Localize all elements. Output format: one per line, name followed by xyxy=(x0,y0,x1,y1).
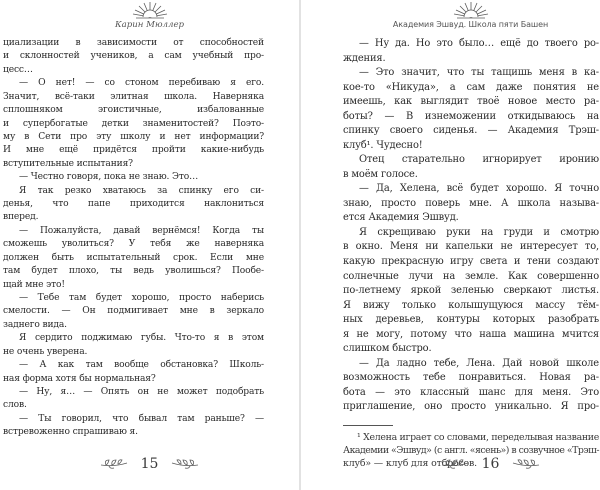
text-line: вступительные испытания? xyxy=(3,158,133,169)
text-line: ждения. xyxy=(343,52,386,64)
text-line: заднего вида. xyxy=(3,319,67,330)
text-line: Я сердито поджимаю губы. Что-то я в этом xyxy=(19,333,264,344)
text-line: Я скрещиваю руки на груди и смотрю xyxy=(359,226,599,238)
text-line: там будет плохо, ты ведь уволишься? Пообе- xyxy=(3,266,264,277)
text-line: и супербогатые детки знаменитостей? Поэто- xyxy=(3,118,264,129)
text-line: вперед. xyxy=(3,212,39,223)
text-line: спинку своего сиденья. — Академия Трэш- xyxy=(343,125,599,137)
text-line: — Ну, я… — Опять он не может подобрать xyxy=(19,386,264,397)
text-line: денья, что папе приходится наклониться xyxy=(3,199,264,210)
text-line: встревоженно спрашиваю я. xyxy=(3,427,138,438)
text-line: сможешь уволиться? У тебя же наверняка xyxy=(3,239,264,250)
text-line: имеешь, как выглядит твоё новое место ра- xyxy=(343,96,599,108)
folio-right xyxy=(301,456,600,476)
footnote-rule xyxy=(343,425,393,426)
text-line: знаю, просто поверь мне. А школа называ- xyxy=(343,197,599,209)
text-line: какую прекрасную игру света и тени создают xyxy=(343,255,599,267)
text-line: ная форма хотя бы нормальная? xyxy=(3,373,156,384)
text-line: Отец старательно игнорирует иронию xyxy=(359,154,599,166)
text-line: слов. xyxy=(3,400,27,411)
text-line: возможность тебе понравиться. Новая ра- xyxy=(343,372,599,384)
text-line: и склонностей учеников, а сам учебный про- xyxy=(3,51,264,62)
text-line: — Да ладно тебе, Лена. Дай новой школе xyxy=(359,357,599,369)
rising-sun-icon xyxy=(451,0,491,20)
text-line: Значит, всё-таки элитная школа. Наверняка xyxy=(3,91,264,102)
text-line: И мне ещё придётся пройти какие-нибудь xyxy=(3,145,264,156)
page-number: 15 xyxy=(140,456,159,472)
page-number: 16 xyxy=(481,456,500,472)
text-line: циализации в зависимости от способностей xyxy=(3,38,264,48)
right-page xyxy=(301,0,600,490)
left-page xyxy=(0,0,299,490)
rising-sun-icon xyxy=(130,0,170,20)
text-line: не очень уверена. xyxy=(3,346,88,357)
author-name: Карин Мюллер xyxy=(114,20,185,30)
text-line: — Честно говоря, пока не знаю. Это… xyxy=(19,172,199,183)
leaf-sprig-icon xyxy=(512,458,540,470)
text-line: ¹ Хелена играет со словами, переделывая название xyxy=(357,432,599,443)
text-line: ных деревьев, контуры которых разобрать xyxy=(343,314,599,326)
text-line: Академии «Эшвуд» (с англ. «ясень») в созвучное «Трэш- xyxy=(343,445,599,456)
running-head-right xyxy=(301,0,600,30)
text-line: — Да, Хелена, всё будет хорошо. Я точно xyxy=(359,183,599,195)
text-line: — Пожалуйста, давай вернёмся! Когда ты xyxy=(19,225,264,236)
text-line: — Это значит, что ты тащишь меня в ка- xyxy=(359,67,599,79)
book-title: Академия Эшвуд. Школа пяти Башен xyxy=(392,20,549,29)
right-page-body xyxy=(343,37,599,415)
text-line: — Ну да. Но это было… ещё до твоего ро- xyxy=(359,38,599,49)
running-head-left xyxy=(0,0,299,30)
text-line: я не могу, потому что наша машина мчится xyxy=(343,328,599,340)
text-line: щай мне это! xyxy=(3,279,65,290)
left-page-body xyxy=(3,37,264,440)
text-line: бота — это классный шанс для меня. Это xyxy=(343,386,599,398)
text-line: ется Академия Эшвуд. xyxy=(343,212,459,224)
text-line: боты? — В изнеможении откидываюсь на xyxy=(343,110,599,122)
text-line: — О нет! — со стоном перебиваю я его. xyxy=(19,78,264,89)
text-line: Я вижу только колышущуюся массу тём- xyxy=(343,299,599,311)
text-line: приглашение, оно просто уникально. Я про- xyxy=(343,401,599,413)
text-line: слишком быстро. xyxy=(343,343,432,355)
text-line: — А как там вообще обстановка? Школь- xyxy=(19,360,264,371)
text-line: смелости. — Он подмигивает мне в зеркало xyxy=(3,306,264,317)
text-line: солнечные лучи на земле. Как совершенно xyxy=(343,270,599,282)
text-line: — Тебе там будет хорошо, просто наберись xyxy=(19,293,264,304)
leaf-sprig-icon xyxy=(441,458,469,470)
text-line: кое-то «Никуда», а сам даже понятия не xyxy=(343,81,599,93)
text-line: в моём голосе. xyxy=(343,168,418,180)
text-line: цесс… xyxy=(3,64,33,75)
leaf-sprig-icon xyxy=(100,458,128,470)
text-line: по-летнему яркой зеленью сверкают листья. xyxy=(343,285,599,297)
folio-left xyxy=(0,456,299,476)
text-line: клуб» — клуб для отбросов. xyxy=(343,458,477,469)
text-line: должен быть испытательный срок. Если мне xyxy=(3,252,264,263)
leaf-sprig-icon xyxy=(171,458,199,470)
text-line: сплошняком эгоистичные, избалованные xyxy=(3,105,264,116)
text-line: Я так резко хватаюсь за спинку его си- xyxy=(19,185,264,196)
text-line: му в Сети про эту школу и нет информации? xyxy=(3,131,264,142)
text-line: — Ты говорил, что бывал там раньше? — xyxy=(19,413,264,424)
text-line: в окно. Меня ни капельки не интересует то, xyxy=(343,241,599,253)
text-line: клуб¹. Чудесно! xyxy=(343,139,423,151)
